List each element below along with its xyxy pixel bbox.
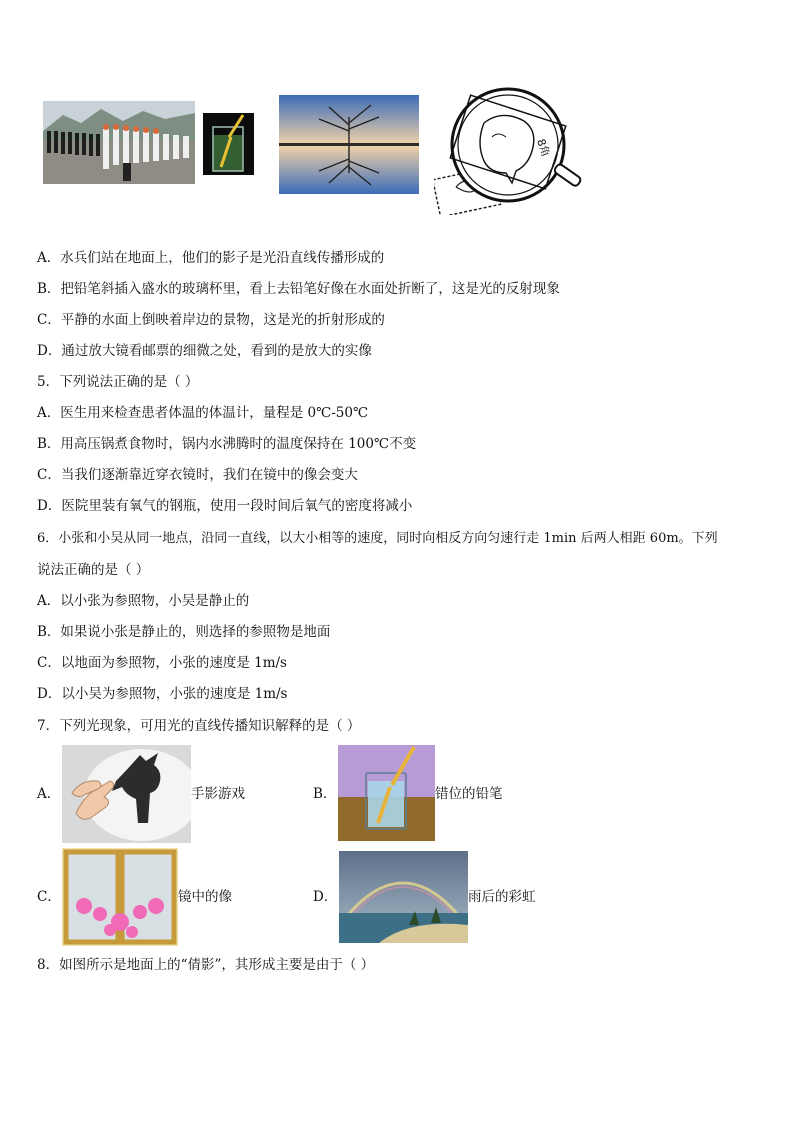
q5-option-d: D．医院里装有氧气的钢瓶，使用一段时间后氧气的密度将减小 xyxy=(37,498,413,514)
q5-option-b: B．用高压锅煮食物时，锅内水沸腾时的温度保持在 100℃不变 xyxy=(37,436,417,452)
q5-option-c: C．当我们逐渐靠近穿衣镜时，我们在镜中的像会变大 xyxy=(37,467,358,483)
mirror-toys-photo xyxy=(62,848,178,946)
hand-shadow-photo xyxy=(62,745,191,843)
q7-option-c-caption: 镜中的像 xyxy=(178,889,232,905)
q8-stem: 8．如图所示是地面上的“倩影”，其形成主要是由于（ ） xyxy=(37,957,375,973)
q6-option-c: C．以地面为参照物，小张的速度是 1m/s xyxy=(37,655,287,671)
q4-option-b: B．把铅笔斜插入盛水的玻璃杯里，看上去铅笔好像在水面处折断了，这是光的反射现象 xyxy=(37,281,560,297)
q6-option-a: A．以小张为参照物，小吴是静止的 xyxy=(37,593,250,609)
q4-option-d: D．通过放大镜看邮票的细微之处，看到的是放大的实像 xyxy=(37,343,372,359)
sailors-photo xyxy=(43,101,195,184)
q6-stem-line1: 6．小张和小吴从同一地点，沿同一直线，以大小相等的速度，同时向相反方向匀速行走 1min 后两人相距 60m。下列 xyxy=(37,531,718,546)
q7-option-b-label: B． xyxy=(313,786,337,802)
q7-stem: 7．下列光现象，可用光的直线传播知识解释的是（ ） xyxy=(37,718,361,734)
q5-option-a: A．医生用来检查患者体温的体温计，量程是 0℃-50℃ xyxy=(37,405,369,421)
q7-option-d-label: D． xyxy=(313,889,338,905)
q6-stem-line2: 说法正确的是（ ） xyxy=(37,562,150,578)
lake-reflection-photo xyxy=(279,95,419,194)
q4-option-a: A．水兵们站在地面上，他们的影子是光沿直线传播形成的 xyxy=(37,250,385,266)
q4-option-c: C．平静的水面上倒映着岸边的景物，这是光的折射形成的 xyxy=(37,312,385,328)
q5-stem: 5．下列说法正确的是（ ） xyxy=(37,374,199,390)
stamp-denomination: 8角 xyxy=(534,137,553,159)
rainbow-photo xyxy=(339,851,468,943)
magnifier-stamp-drawing xyxy=(434,87,586,215)
pencil-glass-photo xyxy=(203,113,254,175)
q7-option-a-label: A． xyxy=(37,786,61,802)
q6-option-d: D．以小吴为参照物，小张的速度是 1m/s xyxy=(37,686,288,702)
q6-option-b: B．如果说小张是静止的，则选择的参照物是地面 xyxy=(37,624,331,640)
bent-pencil-photo xyxy=(338,745,435,841)
q7-option-b-caption: 错位的铅笔 xyxy=(435,786,503,802)
q7-option-a-caption: 手影游戏 xyxy=(191,786,245,802)
q7-option-c-label: C． xyxy=(37,889,61,905)
q7-option-d-caption: 雨后的彩虹 xyxy=(468,889,536,905)
